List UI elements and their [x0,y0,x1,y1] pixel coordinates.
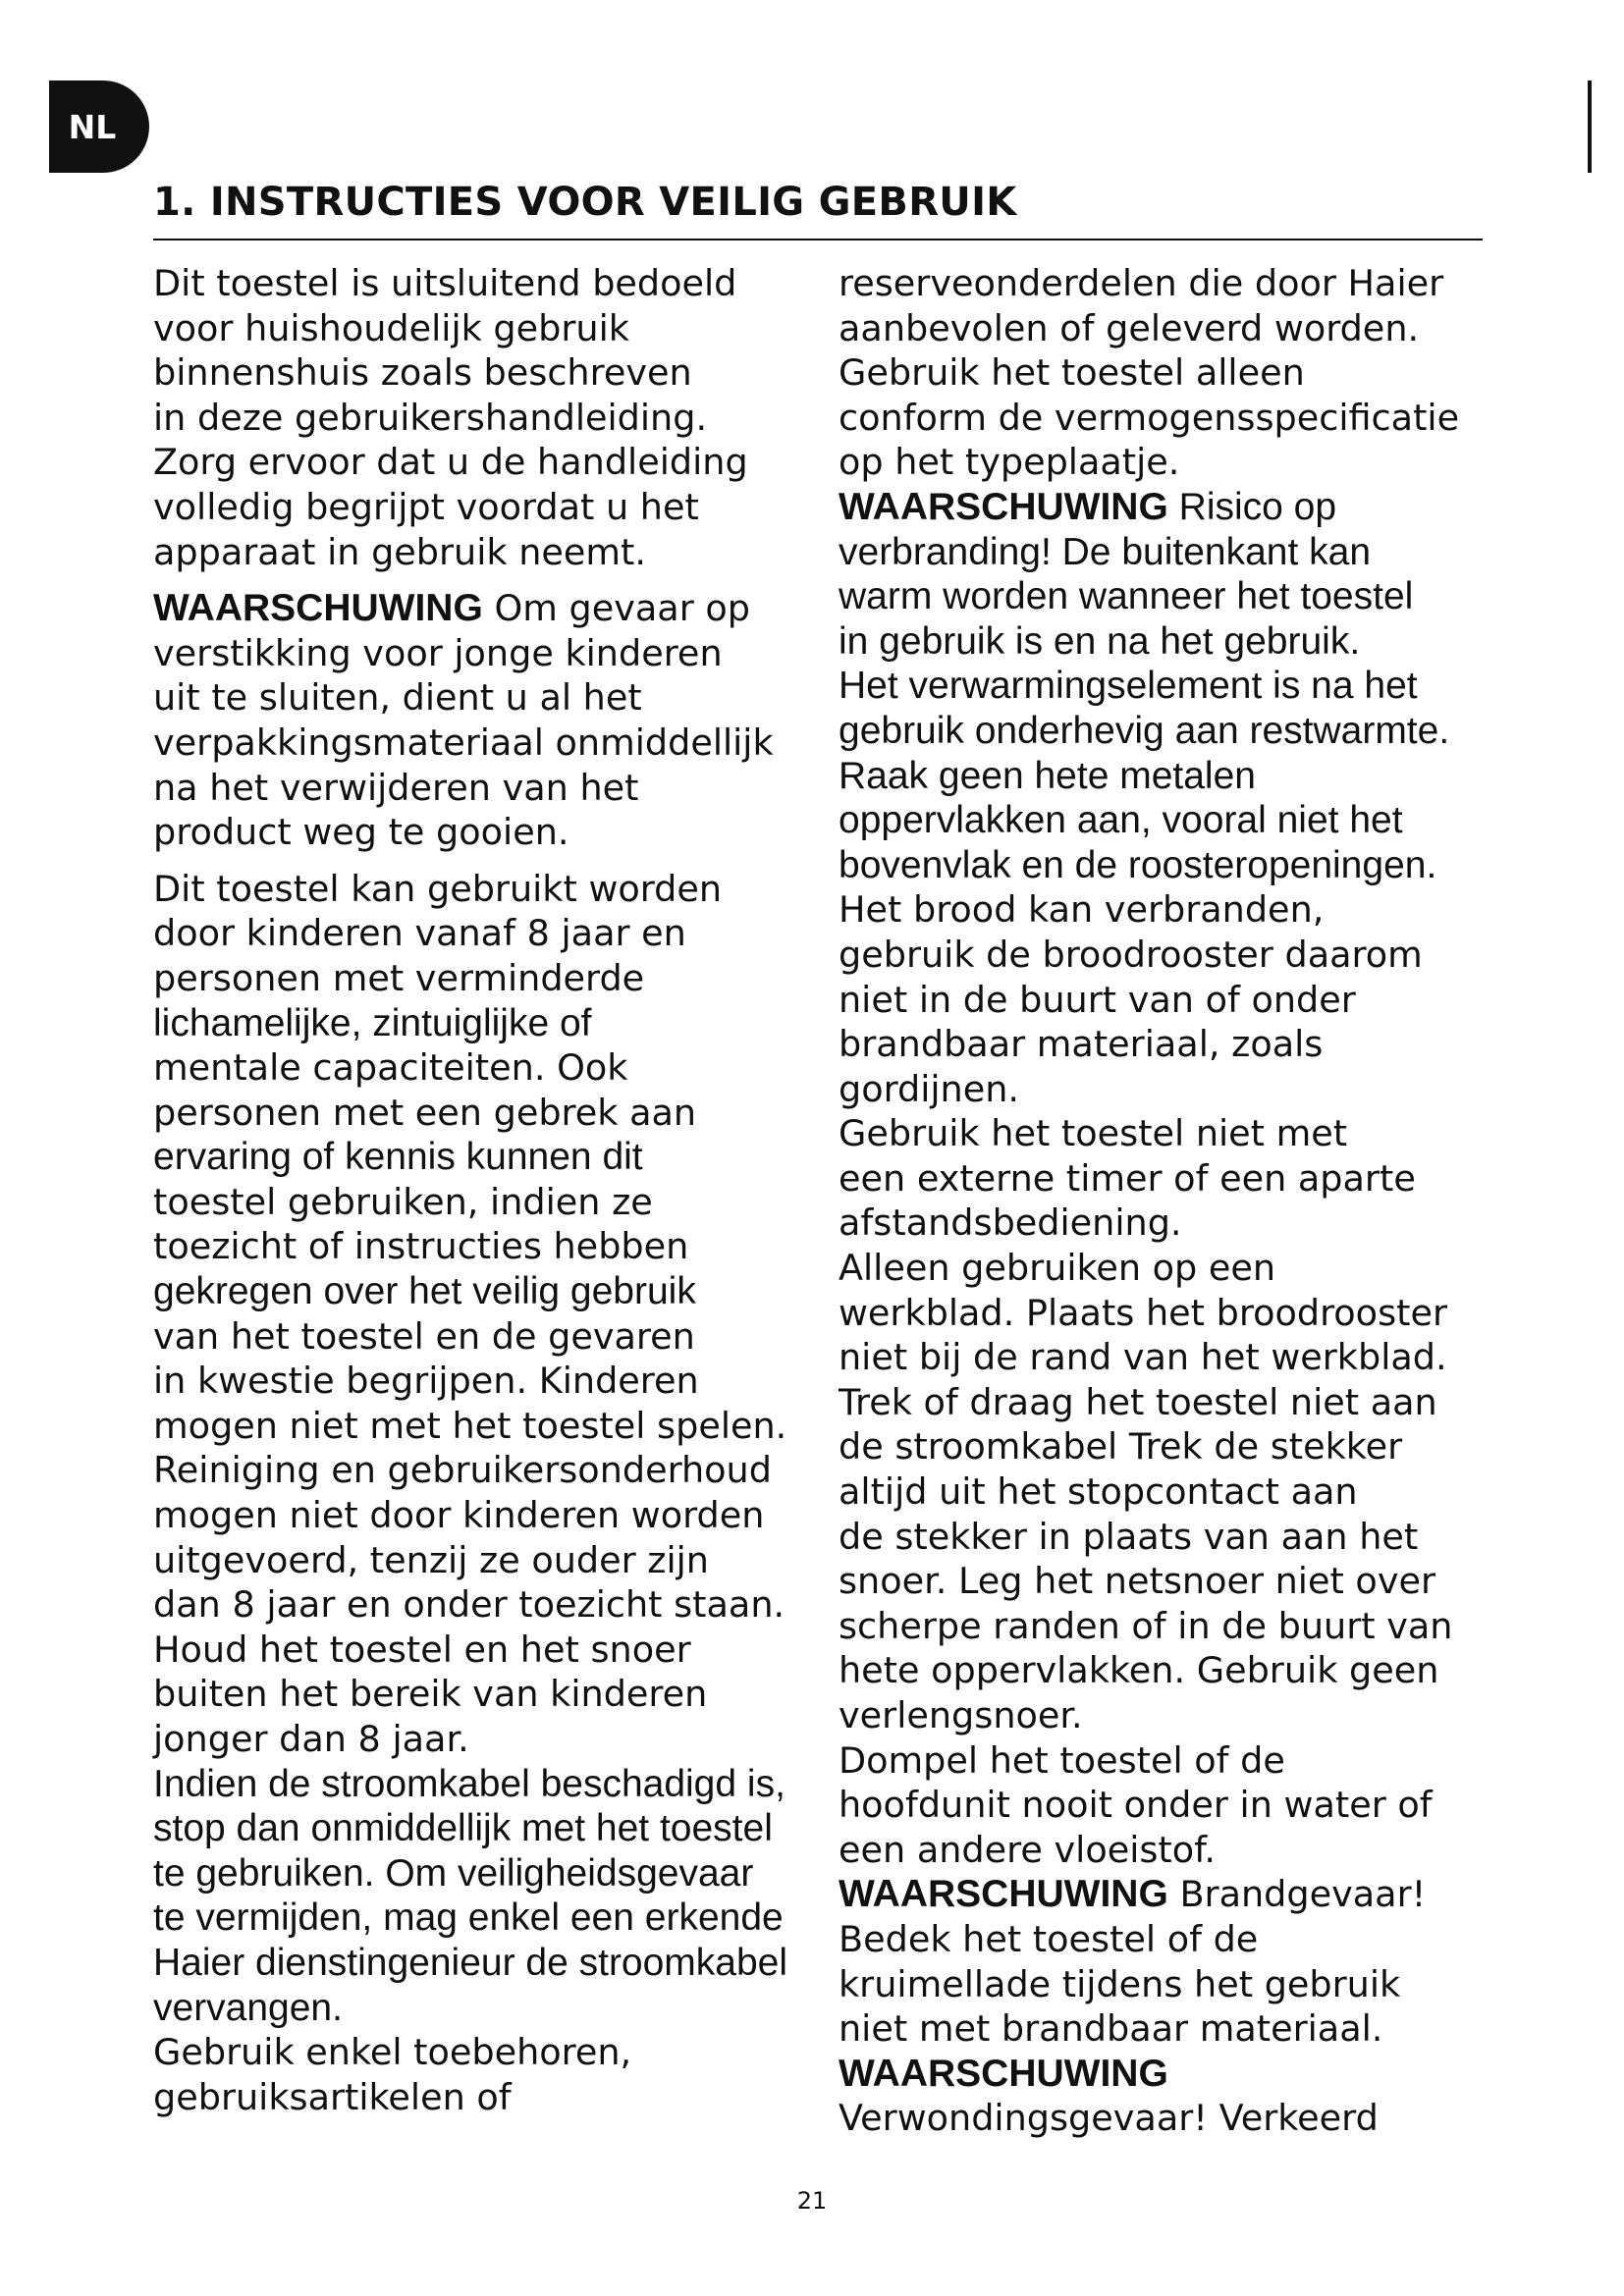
text-line: na het verwijderen van het [153,766,639,809]
text-line: Gebruik het toestel niet met [839,1112,1348,1155]
text-line: uitgevoerd, tenzij ze ouder zijn [153,1538,709,1581]
text-line: Houd het toestel en het snoer [153,1628,691,1671]
text-fragment: Om gevaar op [482,587,750,630]
language-code: NL [68,107,117,146]
text-line: gebruik de broodrooster daarom [839,933,1423,976]
text-line: in deze gebruikershandleiding. [153,396,708,439]
text-line: lichamelijke, zintuiglijke of [153,1001,592,1044]
page-number: 21 [796,2187,828,2215]
text-line: gebruiksartikelen of [153,2075,512,2118]
text-line: werkblad. Plaats het broodrooster [839,1291,1448,1334]
text-fragment: Risico op [1167,485,1337,528]
text-line: Raak geen hete metalen [839,754,1256,797]
text-line: Dompel het toestel of de [839,1738,1285,1782]
text-line: door kinderen vanaf 8 jaar en [153,912,686,955]
text-line: conform de vermogensspecificatie [839,396,1460,439]
text-line: warm worden wanneer het toestel [839,575,1414,618]
text-line: Het brood kan verbranden, [839,888,1325,932]
warning-label: WAARSCHUWING [153,587,483,630]
text-line: aanbevolen of geleverd worden. [839,306,1420,349]
text-line: mogen niet met het toestel spelen. [153,1404,787,1447]
text-line: hete oppervlakken. Gebruik geen [839,1649,1439,1692]
edge-marker [1588,80,1592,173]
language-tab [49,80,149,173]
text-line: een externe timer of een aparte [839,1156,1416,1200]
text-line: brandbaar materiaal, zoals [839,1023,1324,1066]
text-line: personen met een gebrek aan [153,1091,697,1134]
text-line: te gebruiken. Om veiligheidsgevaar [153,1851,754,1895]
text-line: verlengsnoer. [839,1694,1083,1736]
text-line: snoer. Leg het netsnoer niet over [839,1560,1436,1603]
text-line: gordijnen. [839,1067,1020,1110]
text-line: scherpe randen of in de buurt van [839,1604,1453,1647]
text-line: oppervlakken aan, vooral niet het [839,799,1403,842]
text-line: niet in de buurt van of onder [839,978,1356,1021]
text-line: gekregen over het veilig gebruik [153,1270,696,1313]
text-line: jonger dan 8 jaar. [153,1718,469,1760]
paragraph-accessories [839,261,1491,485]
text-line: product weg te gooien. [153,811,569,854]
text-line: gebruik onderhevig aan restwarmte. [839,709,1450,752]
paragraph-fire-warning [839,1872,1491,2051]
text-line: niet met brandbaar materiaal. [839,2007,1383,2051]
text-line: Indien de stroomkabel beschadigd is, [153,1762,785,1805]
warning-label: WAARSCHUWING [839,485,1168,528]
text-line: kruimellade tijdens het gebruik [839,1962,1401,2005]
paragraph-suffocation-warning [153,586,831,855]
left-column [153,261,831,2119]
text-line [839,1872,1491,1917]
text-line: mogen niet door kinderen worden [153,1494,765,1537]
text-line: van het toestel en de gevaren [153,1314,695,1358]
text-line: op het typeplaatje. [839,441,1180,484]
title-divider [153,239,1483,240]
text-line: personen met verminderde [153,956,645,999]
text-line: Reiniging en gebruikersonderhoud [153,1449,772,1492]
text-line [153,586,831,631]
text-line: Zorg ervoor dat u de handleiding [153,441,748,484]
text-line: Gebruik enkel toebehoren, [153,2031,632,2074]
text-line: een andere vloeistof. [839,1828,1216,1871]
text-line: toestel gebruiken, indien ze [153,1180,653,1223]
paragraph-children-use [153,867,831,2120]
text-line: binnenshuis zoals beschreven [153,351,692,395]
warning-label: WAARSCHUWING [839,1873,1168,1916]
text-fragment: Brandgevaar! [1167,1873,1427,1916]
section-title: 1. INSTRUCTIES VOOR VEILIG GEBRUIK [153,180,1017,225]
text-line: vervangen. [153,1986,343,2029]
right-column [839,261,1491,2141]
text-line: apparaat in gebruik neemt. [153,530,647,573]
text-line: in kwestie begrijpen. Kinderen [153,1360,699,1403]
text-line: de stroomkabel Trek de stekker [839,1425,1403,1468]
text-line: hoofdunit nooit onder in water of [839,1784,1433,1827]
text-line: Haier dienstingenieur de stroomkabel [153,1941,788,1984]
text-line: verpakkingsmateriaal onmiddellijk [153,721,774,764]
text-line: ervaring of kennis kunnen dit [153,1136,643,1179]
text-line: reserveonderdelen die door Haier [839,262,1444,304]
text-line: afstandsbediening. [839,1201,1182,1245]
text-line: stop dan onmiddellijk met het toestel [153,1807,773,1850]
text-line: Verwondingsgevaar! Verkeerd [839,2097,1379,2140]
text-line: Het verwarmingselement is na het [839,665,1418,708]
paragraph-injury-warning [839,2052,1491,2141]
text-line [839,485,1491,530]
warning-label: WAARSCHUWING [839,2052,1168,2095]
text-line: Bedek het toestel of de [839,1917,1259,1960]
text-line: te vermijden, mag enkel een erkende [153,1896,784,1940]
text-line: niet bij de rand van het werkblad. [839,1336,1447,1379]
text-line: in gebruik is en na het gebruik. [839,619,1361,663]
text-line: bovenvlak en de roosteropeningen. [839,843,1437,886]
text-line: uit te sluiten, dient u al het [153,676,642,720]
text-line: altijd uit het stopcontact aan [839,1470,1358,1514]
text-line: dan 8 jaar en onder toezicht staan. [153,1583,785,1627]
text-line: de stekker in plaats van aan het [839,1515,1419,1558]
text-line: mentale capaciteiten. Ook [153,1046,628,1090]
text-line: buiten het bereik van kinderen [153,1673,708,1716]
text-line: Dit toestel is uitsluitend bedoeld [153,262,737,304]
text-line: Trek of draag het toestel niet aan [839,1380,1437,1423]
text-line: toezicht of instructies hebben [153,1225,689,1268]
paragraph-burn-warning [839,485,1491,1872]
text-line: volledig begrijpt voordat u het [153,485,699,528]
text-line: voor huishoudelijk gebruik [153,306,629,349]
text-line: verstikking voor jonge kinderen [153,631,723,674]
text-line: verbranding! De buitenkant kan [839,530,1372,573]
text-line: Gebruik het toestel alleen [839,351,1305,395]
text-line: Alleen gebruiken op een [839,1247,1276,1290]
text-line: Dit toestel kan gebruikt worden [153,867,723,910]
paragraph-intended-use [153,261,831,574]
